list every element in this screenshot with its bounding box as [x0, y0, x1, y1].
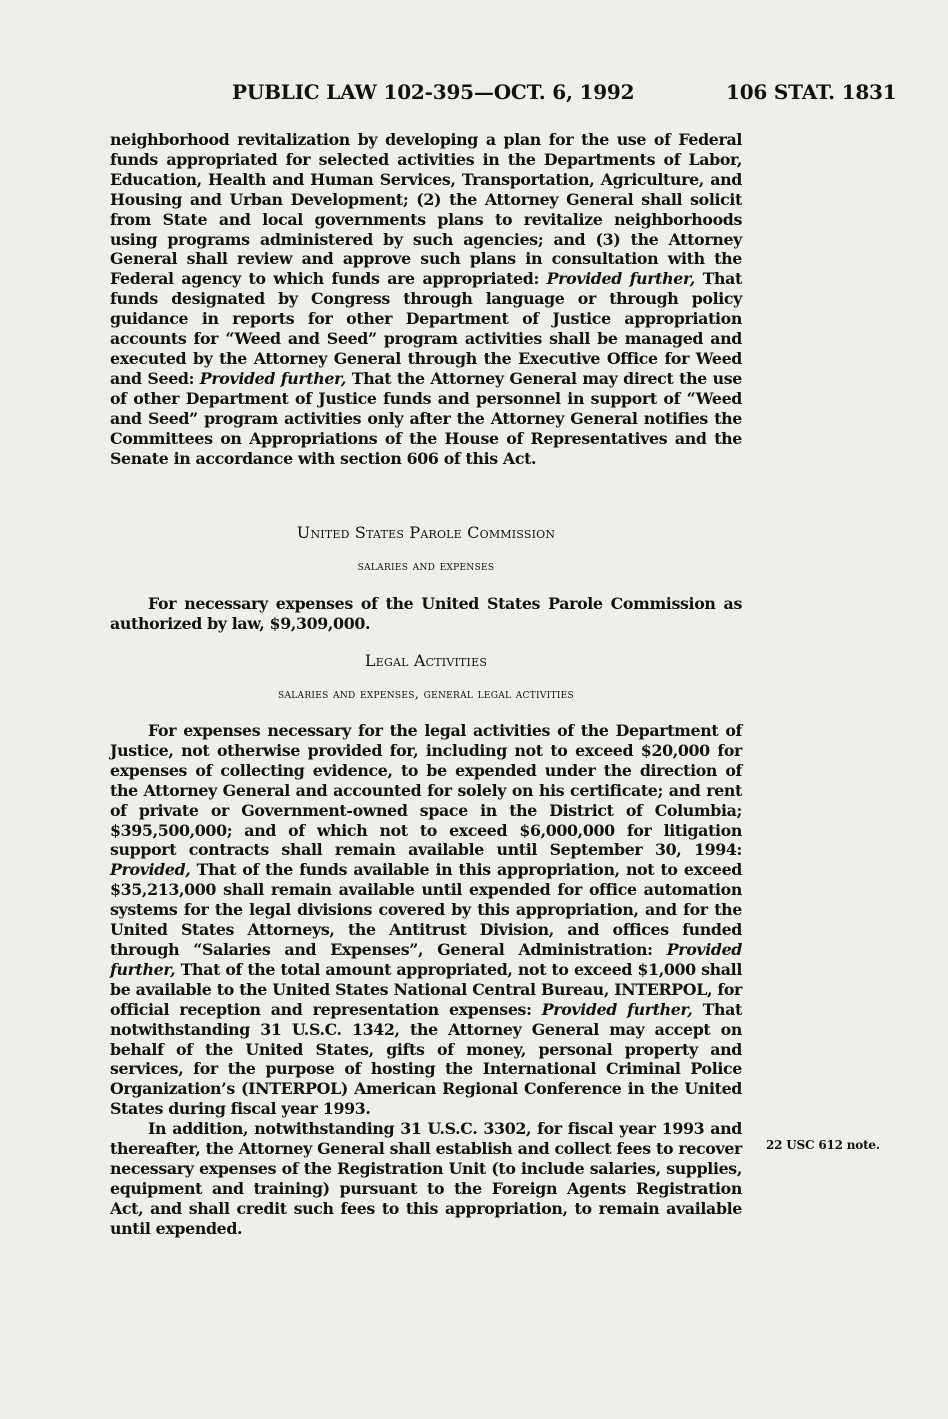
para-text: For expenses necessary for the legal activities of the Department of Justice, not otherwise provided for, including not to exceed $20,000 for expenses of collecting evidence, to be expended under the direction of the Attorney General and accounted for solely on his certificate; and rent of private or Government-owned space in the District of Columbia; $395,500,000; and of which not to exceed $6,000,000 for litigation support contracts shall remain available until September 30, 1994:	[110, 721, 742, 860]
proviso: Provided further,	[110, 939, 742, 979]
para-text: That funds designated by Congress through language or through policy guidance in reports for other Department of Justice appropriation accounts for “Weed and Seed” program activities shall be managed and executed by the Attorney General through the Executive Office for Weed and Seed:	[110, 269, 743, 388]
proviso: Provided further,	[199, 368, 347, 388]
continuation-paragraph	[110, 130, 742, 468]
running-header-title: PUBLIC LAW 102-395—OCT. 6, 1992	[232, 80, 635, 104]
para-text: That notwithstanding 31 U.S.C. 1342, the Attorney General may accept on behalf of the United States, gifts of money, personal property and services, for the purpose of hosting the International Criminal Police Organization’s (INTERPOL) American Regional Conference in the United States during fiscal year 1993.	[110, 999, 742, 1119]
section-heading-parole: United States Parole Commission	[296, 523, 556, 542]
subheading-parole: salaries and expenses	[357, 559, 495, 574]
proviso: Provided,	[110, 860, 191, 880]
parole-paragraph	[110, 594, 742, 634]
section-heading-legal: Legal Activities	[364, 651, 488, 670]
proviso: Provided further,	[541, 999, 693, 1019]
para-text: neighborhood revitalization by developing a plan for the use of Federal funds appropriated for selected activities in the Departments of Labor, Education, Health and Human Services, Transportation, Agriculture, and Housing and Urban Development; (2) the Attorney General shall solicit from State and local governments plans to revitalize neighborhoods using programs administered by such agencies; and (3) the Attorney General shall review and approve such plans in consultation with the Federal agency to which funds are appropriated:	[110, 130, 742, 289]
legal-paragraphs	[110, 721, 742, 1239]
proviso: Provided further,	[546, 269, 695, 289]
margin-note: 22 USC 612 note.	[766, 1138, 880, 1152]
para-text: In addition, notwithstanding 31 U.S.C. 3302, for fiscal year 1993 and thereafter, the Attorney General shall establish and collect fees to recover necessary expenses of the Registration Unit (to include salaries, supplies, equipment and training) pursuant to the Foreign Agents Registration Act, and shall credit such fees to this appropriation, to remain available until expended.	[110, 1119, 742, 1238]
subheading-legal: salaries and expenses, general legal activities	[277, 687, 575, 702]
para-text: That the Attorney General may direct the use of other Department of Justice funds and personnel in support of “Weed and Seed” program activities only after the Attorney General notifies the Committees on Appropriations of the House of Representatives and the Senate in accordance with section 606 of this Act.	[110, 368, 742, 468]
para-text: That of the total amount appropriated, not to exceed $1,000 shall be available to the United States National Central Bureau, INTERPOL, for official reception and representation expenses:	[110, 959, 742, 1019]
para-text: For necessary expenses of the United States Parole Commission as authorized by law, $9,309,000.	[110, 594, 742, 633]
stat-page-reference: 106 STAT. 1831	[726, 80, 897, 104]
para-text: That of the funds available in this appropriation, not to exceed $35,213,000 shall remain available until expended for office automation systems for the legal divisions covered by this appropriation, and for the United States Attorneys, the Antitrust Division, and offices funded through “Salaries and Expenses”, General Administration:	[110, 860, 742, 959]
